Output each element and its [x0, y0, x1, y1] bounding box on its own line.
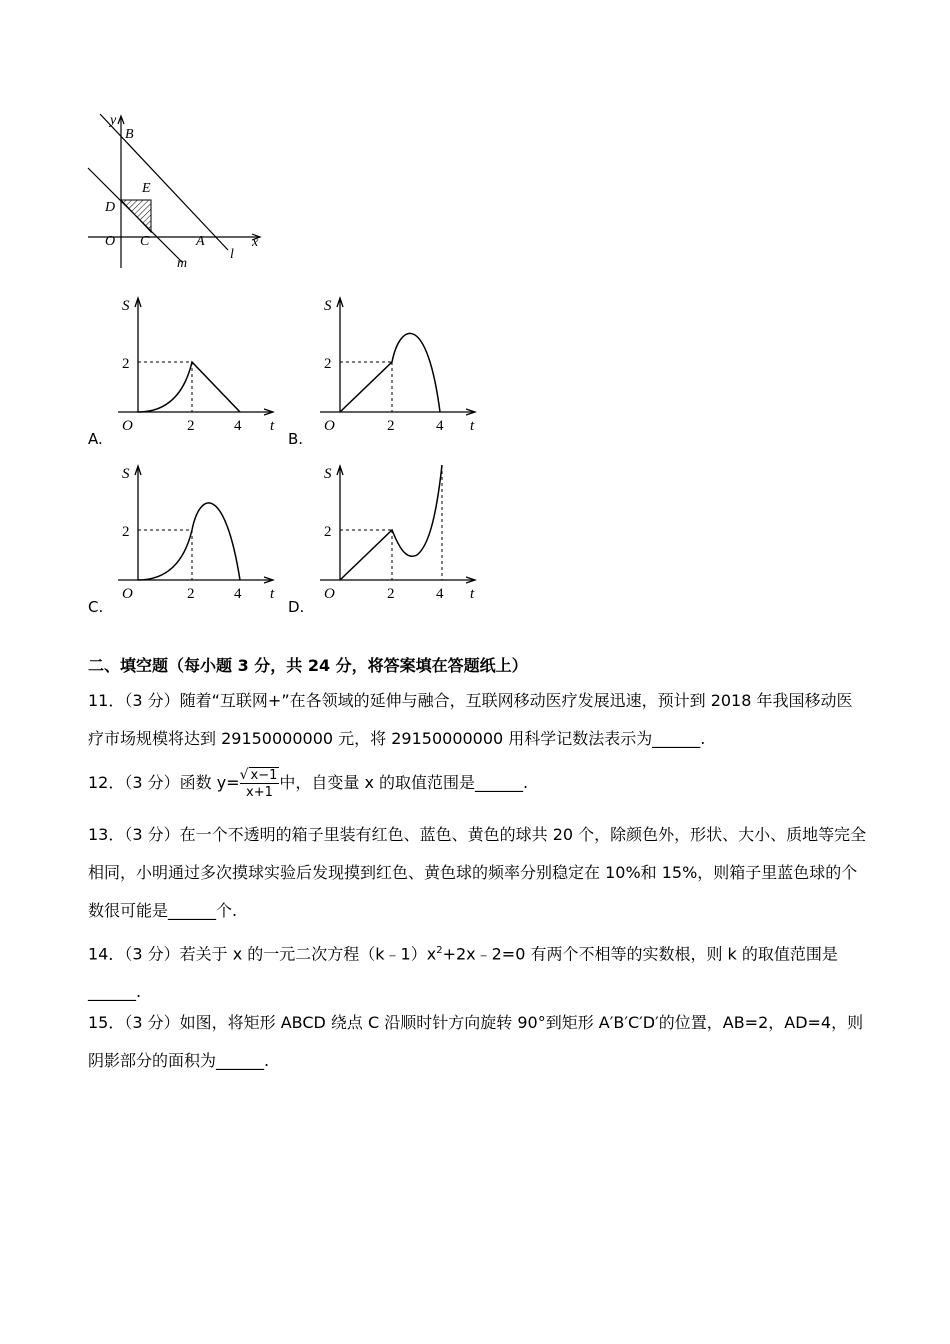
label-y: y	[110, 113, 117, 128]
option-b-graph	[312, 292, 487, 437]
tick-x1: 2	[187, 418, 195, 434]
question-15: 15．（3 分）如图，将矩形 ABCD 绕点 C 沿顺时针方向旋转 90°到矩形 A′B′C′D′的位置，AB=2，AD=4，则阴影部分的面积为______.	[88, 1013, 864, 1070]
label-x: x	[252, 235, 259, 250]
label-A: A	[196, 234, 205, 249]
tick-x2: 4	[436, 418, 444, 434]
question-12	[88, 764, 868, 802]
curve-d	[340, 465, 442, 580]
tick-x2: 4	[234, 586, 242, 602]
question-14-part-a: 14．（3 分）若关于 x 的一元二次方程（k﹣1）x	[88, 944, 437, 964]
fraction-denominator: x+1	[240, 783, 280, 800]
shaded-triangle	[121, 200, 151, 232]
question-14	[88, 932, 868, 1011]
option-d-label: D.	[288, 598, 305, 616]
origin: O	[324, 586, 335, 602]
axis-t: t	[470, 586, 475, 602]
origin: O	[324, 418, 335, 434]
origin: O	[122, 418, 133, 434]
origin: O	[122, 586, 133, 602]
tick-x2: 4	[234, 418, 242, 434]
axis-s: S	[122, 298, 130, 314]
option-b-label: B.	[288, 430, 304, 448]
tick-x1: 2	[387, 586, 395, 602]
fraction-numerator: x−1	[250, 768, 278, 783]
option-a-graph	[110, 292, 285, 437]
axis-t: t	[270, 586, 275, 602]
fraction: $\frac{√ x-1}{x+1}$	[239, 767, 278, 800]
tick-x1: 2	[187, 586, 195, 602]
question-11: 11．（3 分）随着“互联网+”在各领域的延伸与融合，互联网移动医疗发展迅速，预计到 2018 年我国移动医疗市场规模将达到 29150000000 元，将 29150000000 用科学记数法表示为______.	[88, 691, 853, 748]
tick-x1: 2	[387, 418, 395, 434]
coordinate-figure	[80, 110, 280, 270]
label-C: C	[140, 234, 150, 249]
label-E: E	[142, 181, 151, 196]
axis-s: S	[122, 466, 130, 482]
question-13: 13．（3 分）在一个不透明的箱子里装有红色、蓝色、黄色的球共 20 个，除颜色外，形状、大小、质地等完全相同，小明通过多次摸球实验后发现摸到红色、黄色球的频率分别稳定在 10%和 15%，则箱子里蓝色球的个数很可能是______个.	[88, 825, 867, 920]
label-B: B	[125, 127, 134, 142]
axis-t: t	[270, 418, 275, 434]
label-O: O	[105, 234, 116, 249]
tick-y: 2	[324, 356, 332, 372]
axis-t: t	[470, 418, 475, 434]
line-l	[100, 114, 228, 250]
question-12-prefix: 12．（3 分）函数 y=	[88, 773, 240, 792]
option-a-label: A.	[88, 430, 103, 448]
axis-s: S	[324, 298, 332, 314]
curve-c	[138, 503, 240, 580]
tick-x2: 4	[436, 586, 444, 602]
question-12-suffix: 中，自变量 x 的取值范围是______.	[279, 773, 529, 792]
section-title: 二、填空题（每小题 3 分，共 24 分，将答案填在答题纸上）	[88, 656, 528, 675]
tick-y: 2	[122, 356, 130, 372]
option-c-graph	[110, 460, 285, 605]
tick-y: 2	[324, 524, 332, 540]
option-d-graph	[312, 460, 487, 605]
label-l: l	[230, 247, 234, 262]
tick-y: 2	[122, 524, 130, 540]
label-m: m	[177, 256, 188, 270]
curve-a	[138, 362, 240, 412]
label-D: D	[105, 200, 116, 215]
exponent: 2	[436, 945, 443, 956]
question-14-part-b: +2x﹣2=0 有两个不相等的实数根，则 k 的取值范围是______.	[88, 944, 838, 1002]
curve-b	[340, 333, 440, 412]
axis-s: S	[324, 466, 332, 482]
option-c-label: C.	[88, 598, 104, 616]
